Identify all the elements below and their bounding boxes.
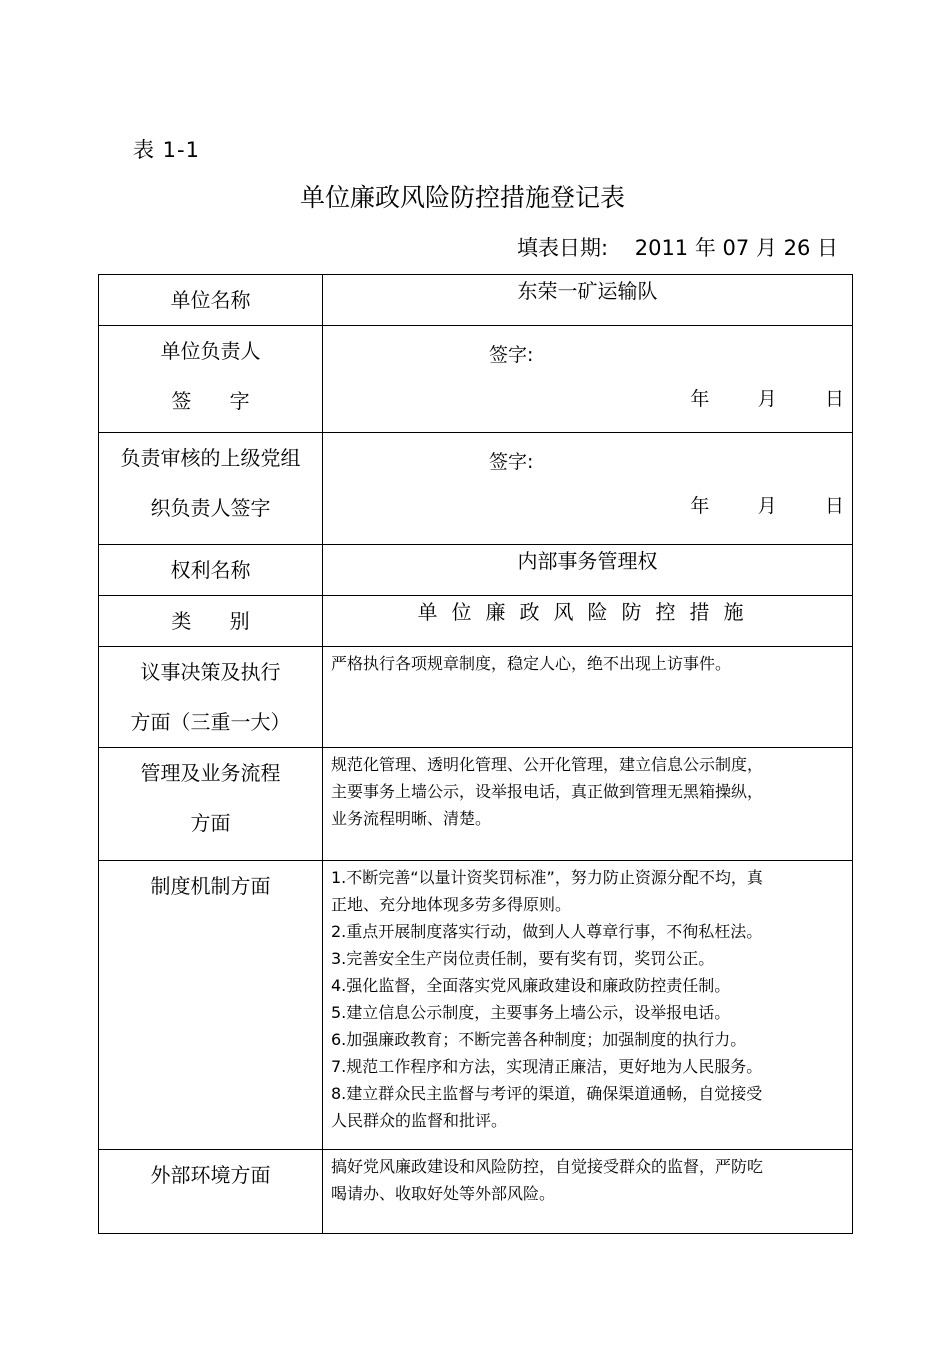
power-name-label: 权利名称 <box>99 545 323 596</box>
registration-table <box>98 274 853 1234</box>
unit-head-sign-label: 签字: <box>489 344 534 366</box>
management-line: 主要事务上墙公示，设举报电话，真正做到管理无黑箱操纵， <box>331 782 764 801</box>
system-line: 3.完善安全生产岗位责任制，要有奖有罚，奖罚公正。 <box>331 949 715 968</box>
system-line: 4.强化监督，全面落实党风廉政建设和廉政防控责任制。 <box>331 976 731 995</box>
external-measures <box>323 1150 853 1234</box>
row-system <box>99 861 853 1150</box>
row-unit-head <box>99 326 853 433</box>
unit-head-label-line1: 单位负责人 <box>160 339 261 363</box>
system-line: 人民群众的监督和批评。 <box>331 1111 508 1130</box>
external-line: 喝请办、收取好处等外部风险。 <box>331 1184 556 1203</box>
external-line: 搞好党风廉政建设和风险防控，自觉接受群众的监督，严防吃 <box>331 1157 764 1176</box>
system-line: 8.建立群众民主监督与考评的渠道，确保渠道通畅，自觉接受 <box>331 1084 763 1103</box>
decision-label-line1: 议事决策及执行 <box>140 660 281 684</box>
superior-sign-date: 年 月 日 <box>690 495 844 517</box>
superior-label-line1: 负责审核的上级党组 <box>120 446 301 470</box>
unit-head-label <box>99 326 323 433</box>
system-label: 制度机制方面 <box>99 861 323 1150</box>
unit-head-sign-date: 年 月 日 <box>690 388 844 410</box>
external-label: 外部环境方面 <box>99 1150 323 1234</box>
unit-head-label-line2: 签 字 <box>171 389 250 413</box>
superior-label-line2: 织负责人签字 <box>150 496 271 520</box>
superior-sign-label: 签字: <box>489 451 534 473</box>
superior-signature-cell <box>323 433 853 545</box>
category-value: 单位廉政风险防控措施 <box>323 596 853 647</box>
row-unit-name <box>99 275 853 326</box>
row-external <box>99 1150 853 1234</box>
decision-label <box>99 647 323 748</box>
row-decision <box>99 647 853 748</box>
management-line: 业务流程明晰、清楚。 <box>331 809 492 828</box>
decision-text: 严格执行各项规章制度，稳定人心，绝不出现上访事件。 <box>331 654 732 673</box>
unit-head-signature-cell <box>323 326 853 433</box>
row-superior <box>99 433 853 545</box>
management-label <box>99 748 323 861</box>
system-line: 5.建立信息公示制度，主要事务上墙公示，设举报电话。 <box>331 1003 731 1022</box>
row-management <box>99 748 853 861</box>
system-line: 1.不断完善“以量计资奖罚标准”，努力防止资源分配不均，真 <box>331 868 763 887</box>
system-line: 7.规范工作程序和方法，实现清正廉洁，更好地为人民服务。 <box>331 1057 763 1076</box>
system-line: 6.加强廉政教育；不断完善各种制度；加强制度的执行力。 <box>331 1030 747 1049</box>
system-line: 2.重点开展制度落实行动，做到人人尊章行事，不徇私枉法。 <box>331 922 763 941</box>
row-power-name <box>99 545 853 596</box>
fill-date: 填表日期: 2011 年 07 月 26 日 <box>516 236 838 260</box>
management-label-line1: 管理及业务流程 <box>140 761 281 785</box>
management-label-line2: 方面 <box>190 811 231 835</box>
management-measures <box>323 748 853 861</box>
superior-label <box>99 433 323 545</box>
category-label: 类 别 <box>99 596 323 647</box>
row-category <box>99 596 853 647</box>
unit-name-value: 东荣一矿运输队 <box>323 275 853 326</box>
management-line: 规范化管理、透明化管理、公开化管理，建立信息公示制度， <box>331 755 764 774</box>
decision-measures <box>323 647 853 748</box>
power-name-value: 内部事务管理权 <box>323 545 853 596</box>
table-number: 表 1-1 <box>133 138 200 162</box>
system-line: 正地、充分地体现多劳多得原则。 <box>331 895 572 914</box>
system-measures <box>323 861 853 1150</box>
document-title: 单位廉政风险防控措施登记表 <box>299 183 625 212</box>
decision-label-line2: 方面（三重一大） <box>130 710 291 734</box>
unit-name-label: 单位名称 <box>99 275 323 326</box>
